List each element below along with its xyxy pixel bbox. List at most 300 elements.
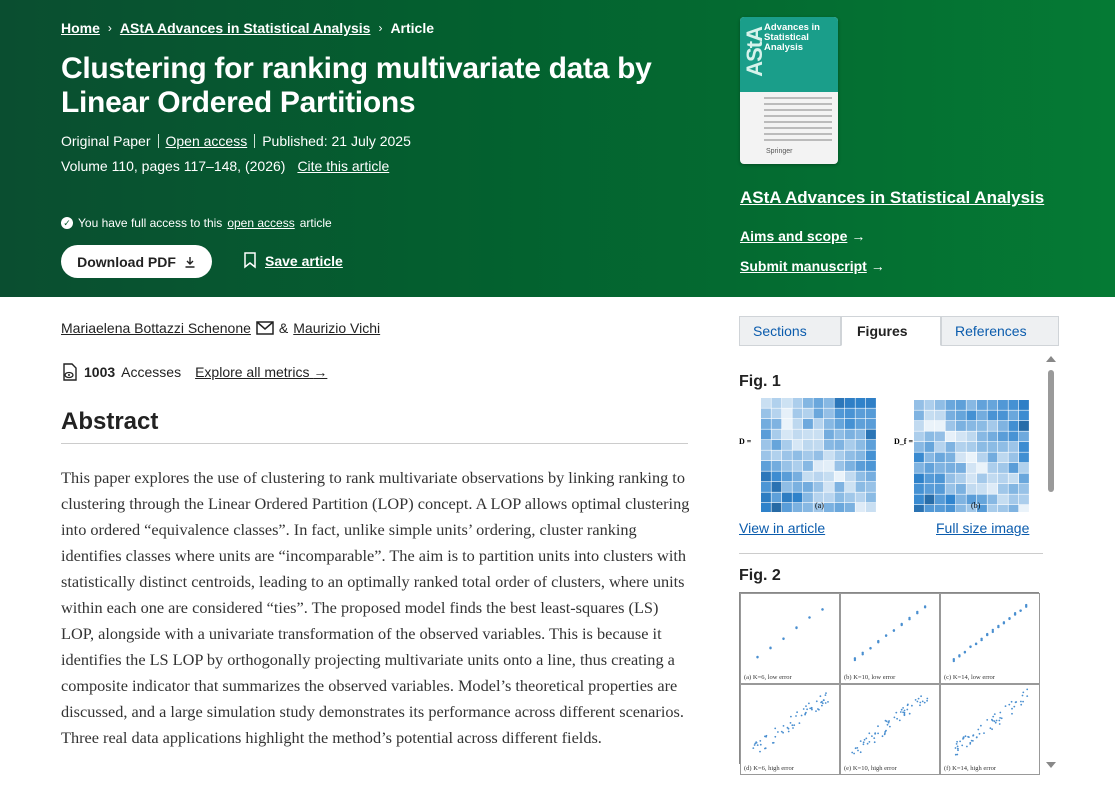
heatmap-cell xyxy=(793,472,803,482)
heatmap-cell xyxy=(782,440,792,450)
heatmap-cell xyxy=(803,493,813,503)
heatmap-cell xyxy=(835,419,845,429)
heatmap-cell xyxy=(946,421,956,431)
heatmap-cell xyxy=(856,440,866,450)
heatmap-cell xyxy=(793,398,803,408)
heatmap-cell xyxy=(967,411,977,421)
tab-sections[interactable]: Sections xyxy=(739,316,841,346)
heatmap-cell xyxy=(946,442,956,452)
heatmap-cell xyxy=(793,440,803,450)
heatmap-cell xyxy=(856,461,866,471)
scatter-point xyxy=(992,716,994,718)
scatter-point xyxy=(860,740,862,742)
heatmap-cell xyxy=(988,400,998,410)
heatmap-cell xyxy=(1009,400,1019,410)
heatmap-cell xyxy=(946,484,956,494)
heatmap-cell xyxy=(935,421,945,431)
heatmap-cell xyxy=(935,400,945,410)
heatmap-cell xyxy=(1019,400,1029,410)
scatter-point xyxy=(976,736,978,738)
scatter-point xyxy=(877,725,879,727)
heatmap-cell xyxy=(856,482,866,492)
check-circle-icon: ✓ xyxy=(61,217,73,229)
save-label: Save article xyxy=(265,252,343,269)
heatmap-cell xyxy=(782,430,792,440)
fig1-right-label: D_f = xyxy=(894,437,913,446)
aims-scope-link[interactable] xyxy=(740,228,865,244)
scatter-point xyxy=(1026,689,1028,691)
scatter-point xyxy=(972,740,974,742)
heatmap-cell xyxy=(1019,495,1029,505)
heatmap-cell xyxy=(1009,442,1019,452)
heatmap-cell xyxy=(803,451,813,461)
save-article-button[interactable] xyxy=(243,252,343,269)
heatmap-cell xyxy=(845,451,855,461)
scroll-up-icon[interactable] xyxy=(1046,356,1056,362)
heatmap-cell xyxy=(856,409,866,419)
aims-label: Aims and scope xyxy=(740,228,848,244)
abstract-heading: Abstract xyxy=(61,408,159,435)
scroll-down-icon[interactable] xyxy=(1046,762,1056,768)
article-volume-row xyxy=(61,158,389,174)
heatmap-cell xyxy=(772,398,782,408)
heatmap-cell xyxy=(835,398,845,408)
heatmap-cell xyxy=(1009,484,1019,494)
divider xyxy=(739,553,1043,554)
scatter-plot xyxy=(841,594,939,678)
scatter-point xyxy=(919,704,921,706)
heatmap-cell xyxy=(824,398,834,408)
figure-1-image[interactable] xyxy=(739,396,1043,512)
scatter-point xyxy=(975,643,977,645)
heatmap-cell xyxy=(956,495,966,505)
heatmap-cell xyxy=(824,482,834,492)
heatmap-cell xyxy=(845,493,855,503)
heatmap-cell xyxy=(988,442,998,452)
page-title: Clustering for ranking multivariate data by Linear Ordered Partitions xyxy=(61,52,652,119)
heatmap-cell xyxy=(998,474,1008,484)
scatter-point xyxy=(888,721,890,723)
scatter-point xyxy=(857,750,859,752)
heatmap-cell xyxy=(835,440,845,450)
download-label: Download PDF xyxy=(77,253,176,270)
scatter-point xyxy=(907,704,909,706)
scatter-point xyxy=(877,641,879,643)
scatter-point xyxy=(979,733,981,735)
heatmap-cell xyxy=(977,432,987,442)
heatmap-cell xyxy=(856,503,866,512)
heatmap-cell xyxy=(835,430,845,440)
submit-label: Submit manuscript xyxy=(740,258,867,274)
heatmap-cell xyxy=(845,440,855,450)
scatter-point xyxy=(920,695,922,697)
scatter-point xyxy=(1011,713,1013,715)
heatmap-cell xyxy=(956,411,966,421)
heatmap-cell xyxy=(988,505,998,512)
scatter-point xyxy=(1014,612,1016,614)
scatter-point xyxy=(1001,717,1003,719)
heatmap-cell xyxy=(824,409,834,419)
accesses-icon xyxy=(61,363,78,381)
heatmap-cell xyxy=(772,482,782,492)
heatmap-cell xyxy=(967,421,977,431)
heatmap-cell xyxy=(772,451,782,461)
scatter-point xyxy=(782,638,784,640)
heatmap-cell xyxy=(956,505,966,512)
heatmap-cell xyxy=(803,482,813,492)
heatmap-cell xyxy=(824,419,834,429)
scatter-point xyxy=(968,736,970,738)
scatter-point xyxy=(806,708,808,710)
heatmap-cell xyxy=(814,482,824,492)
heatmap-b xyxy=(914,400,1029,512)
scatter-point xyxy=(915,699,917,701)
heatmap-cell xyxy=(977,453,987,463)
heatmap-cell xyxy=(782,419,792,429)
scatter-point xyxy=(873,737,875,739)
scatter-point xyxy=(877,733,879,735)
heatmap-cell xyxy=(866,472,876,482)
scatter-point xyxy=(856,747,858,749)
heatmap-cell xyxy=(1019,453,1029,463)
heatmap-cell xyxy=(1009,474,1019,484)
download-icon xyxy=(184,256,196,268)
figure-2-image[interactable] xyxy=(739,592,1039,772)
scatter-panel xyxy=(940,593,1040,684)
scatter-point xyxy=(801,715,803,717)
heatmap-cell xyxy=(998,484,1008,494)
heatmap-cell xyxy=(782,503,792,512)
heatmap-cell xyxy=(761,430,771,440)
heatmap-cell xyxy=(782,482,792,492)
email-icon[interactable] xyxy=(256,321,274,335)
scatter-point xyxy=(788,731,790,733)
heatmap-cell xyxy=(845,461,855,471)
heatmap-cell xyxy=(1009,411,1019,421)
heatmap-cell xyxy=(761,419,771,429)
heatmap-cell xyxy=(793,419,803,429)
heatmap-cell xyxy=(998,400,1008,410)
scatter-point xyxy=(909,713,911,715)
scatter-point xyxy=(999,717,1001,719)
scatter-point xyxy=(886,720,888,722)
heatmap-cell xyxy=(925,453,935,463)
scatter-point xyxy=(998,720,1000,722)
heatmap-cell xyxy=(835,472,845,482)
scatter-point xyxy=(854,657,856,659)
explore-metrics-link[interactable] xyxy=(195,364,327,380)
panel-caption: (a) K=6, low error xyxy=(744,674,792,681)
scatter-point xyxy=(894,717,896,719)
scatter-point xyxy=(992,629,994,631)
scatter-point xyxy=(882,735,884,737)
scatter-point xyxy=(965,735,967,737)
scatter-point xyxy=(966,746,968,748)
scatter-point xyxy=(956,741,958,743)
bookmark-icon xyxy=(243,252,257,269)
heatmap-cell xyxy=(866,503,876,512)
heatmap-cell xyxy=(814,398,824,408)
journal-cover[interactable] xyxy=(740,17,838,164)
heatmap-cell xyxy=(925,505,935,512)
scatter-point xyxy=(781,731,783,733)
heatmap-cell xyxy=(866,451,876,461)
scatter-point xyxy=(1003,622,1005,624)
scatter-point xyxy=(1020,701,1022,703)
scatter-point xyxy=(919,702,921,704)
heatmap-cell xyxy=(835,493,845,503)
scatter-point xyxy=(902,707,904,709)
scatter-point xyxy=(791,724,793,726)
heatmap-cell xyxy=(856,419,866,429)
panel-caption: (d) K=6, high error xyxy=(744,765,794,772)
heatmap-cell xyxy=(803,440,813,450)
scatter-point xyxy=(787,727,789,729)
heatmap-cell xyxy=(856,451,866,461)
heatmap-cell xyxy=(998,411,1008,421)
scatter-point xyxy=(769,647,771,649)
scatter-point xyxy=(995,722,997,724)
scatter-point xyxy=(906,709,908,711)
heatmap-cell xyxy=(1019,484,1029,494)
heatmap-cell xyxy=(793,493,803,503)
heatmap-cell xyxy=(935,432,945,442)
heatmap-cell xyxy=(824,472,834,482)
scatter-point xyxy=(752,747,754,749)
heatmap-cell xyxy=(866,419,876,429)
breadcrumb-journal[interactable]: AStA Advances in Statistical Analysis xyxy=(119,20,371,36)
full-size-image-link[interactable]: Full size image xyxy=(936,520,1030,536)
scatter-point xyxy=(867,743,869,745)
access-open-link[interactable]: open access xyxy=(227,216,295,230)
heatmap-cell xyxy=(814,451,824,461)
scatter-point xyxy=(811,707,813,709)
fig1-caption-a: (a) xyxy=(815,501,824,510)
heatmap-cell xyxy=(772,409,782,419)
scatter-point xyxy=(827,701,829,703)
scatter-point xyxy=(956,743,958,745)
scatter-point xyxy=(855,747,857,749)
published-date: Published: 21 July 2025 xyxy=(262,133,411,149)
author-link[interactable]: Maurizio Vichi xyxy=(293,320,381,336)
scatter-point xyxy=(869,647,871,649)
figure-1-label: Fig. 1 xyxy=(739,373,781,390)
heatmap-cell xyxy=(914,453,924,463)
scatter-point xyxy=(901,623,903,625)
scatter-point xyxy=(764,748,766,750)
heatmap-cell xyxy=(1019,463,1029,473)
heatmap-cell xyxy=(925,411,935,421)
heatmap-cell xyxy=(856,472,866,482)
heatmap-cell xyxy=(814,440,824,450)
scatter-point xyxy=(815,710,817,712)
scatter-point xyxy=(991,728,993,730)
scatter-point xyxy=(755,741,757,743)
scatter-point xyxy=(805,712,807,714)
heatmap-cell xyxy=(946,474,956,484)
scatter-point xyxy=(917,701,919,703)
scatter-point xyxy=(783,725,785,727)
divider xyxy=(254,134,255,148)
view-in-article-link[interactable]: View in article xyxy=(739,520,826,536)
scatter-plot xyxy=(941,594,1039,678)
heatmap-cell xyxy=(988,495,998,505)
panel-caption: (c) K=14, low error xyxy=(944,674,995,681)
scatter-panel xyxy=(940,684,1040,775)
scatter-point xyxy=(990,727,992,729)
heatmap-cell xyxy=(782,398,792,408)
heatmap-cell xyxy=(856,430,866,440)
heatmap-cell xyxy=(967,474,977,484)
scatter-panel xyxy=(840,684,940,775)
heatmap-cell xyxy=(772,493,782,503)
scatter-point xyxy=(983,732,985,734)
scatter-point xyxy=(1008,704,1010,706)
heatmap-cell xyxy=(977,484,987,494)
heatmap-cell xyxy=(835,482,845,492)
heatmap-cell xyxy=(782,461,792,471)
heatmap-cell xyxy=(1009,432,1019,442)
heatmap-cell xyxy=(956,442,966,452)
scatter-point xyxy=(924,606,926,608)
heatmap-cell xyxy=(967,432,977,442)
cite-link[interactable]: Cite this article xyxy=(297,158,390,174)
heatmap-cell xyxy=(803,409,813,419)
heatmap-cell xyxy=(866,482,876,492)
heatmap-cell xyxy=(835,503,845,512)
heatmap-cell xyxy=(977,442,987,452)
scatter-point xyxy=(774,736,776,738)
cover-publisher: Springer xyxy=(766,148,793,155)
scatter-point xyxy=(874,732,876,734)
scatter-point xyxy=(808,703,810,705)
scatter-point xyxy=(864,739,866,741)
heatmap-cell xyxy=(761,461,771,471)
heatmap-cell xyxy=(956,432,966,442)
submit-manuscript-link[interactable] xyxy=(740,258,885,274)
divider xyxy=(158,134,159,148)
heatmap-cell xyxy=(988,421,998,431)
scatter-point xyxy=(1025,604,1027,606)
scatter-panel xyxy=(840,593,940,684)
breadcrumb-home[interactable]: Home xyxy=(61,20,100,36)
heatmap-cell xyxy=(772,503,782,512)
heatmap-cell xyxy=(1009,453,1019,463)
scatter-point xyxy=(972,735,974,737)
heatmap-cell xyxy=(761,440,771,450)
arrow-right-icon: → xyxy=(851,228,866,244)
scatter-point xyxy=(1011,708,1013,710)
panel-caption: (f) K=14, high error xyxy=(944,765,997,772)
scatter-point xyxy=(969,645,971,647)
heatmap-cell xyxy=(814,461,824,471)
scatter-point xyxy=(994,720,996,722)
tab-figures[interactable]: Figures xyxy=(841,316,941,346)
accesses-label: Accesses xyxy=(121,364,182,380)
scatter-point xyxy=(986,719,988,721)
heatmap-cell xyxy=(856,493,866,503)
scatter-point xyxy=(754,744,756,746)
scatter-panel xyxy=(740,593,840,684)
scatter-point xyxy=(994,713,996,715)
scatter-point xyxy=(823,699,825,701)
scatter-point xyxy=(766,735,768,737)
heatmap-cell xyxy=(946,400,956,410)
heatmap-cell xyxy=(824,430,834,440)
heatmap-cell xyxy=(814,430,824,440)
heatmap-cell xyxy=(925,442,935,452)
scatter-point xyxy=(1026,695,1028,697)
scatter-point xyxy=(980,725,982,727)
heatmap-cell xyxy=(803,419,813,429)
scatter-point xyxy=(957,748,959,750)
heatmap-cell xyxy=(803,430,813,440)
heatmap-cell xyxy=(988,474,998,484)
scatter-point xyxy=(895,712,897,714)
heatmap-cell xyxy=(988,411,998,421)
heatmap-cell xyxy=(866,398,876,408)
scatter-plot xyxy=(741,685,839,769)
scatter-point xyxy=(853,753,855,755)
open-access-link[interactable]: Open access xyxy=(165,133,248,149)
heatmap-cell xyxy=(946,463,956,473)
tab-references[interactable]: References xyxy=(941,316,1059,346)
scatter-point xyxy=(926,700,928,702)
heatmap-cell xyxy=(1019,474,1029,484)
download-pdf-button[interactable] xyxy=(61,245,212,278)
scatter-point xyxy=(957,749,959,751)
scatter-point xyxy=(825,702,827,704)
heatmap-cell xyxy=(824,451,834,461)
heatmap-cell xyxy=(1009,421,1019,431)
heatmap-cell xyxy=(866,409,876,419)
heatmap-cell xyxy=(914,432,924,442)
scatter-point xyxy=(816,700,818,702)
scatter-point xyxy=(757,744,759,746)
heatmap-cell xyxy=(914,505,924,512)
heatmap-cell xyxy=(835,461,845,471)
scrollbar-thumb[interactable] xyxy=(1048,370,1054,492)
scatter-point xyxy=(863,743,865,745)
heatmap-cell xyxy=(1009,505,1019,512)
heatmap-cell xyxy=(866,430,876,440)
scatter-point xyxy=(860,751,862,753)
author-link[interactable]: Mariaelena Bottazzi Schenone xyxy=(61,320,251,336)
scatter-point xyxy=(953,660,955,662)
scatter-point xyxy=(961,745,963,747)
scatter-point xyxy=(869,741,871,743)
scatter-point xyxy=(963,736,965,738)
scatter-point xyxy=(922,701,924,703)
scatter-plot xyxy=(741,594,839,678)
heatmap-cell xyxy=(956,400,966,410)
scatter-point xyxy=(1013,706,1015,708)
sidebar-scrollbar[interactable] xyxy=(1046,356,1056,768)
scatter-point xyxy=(964,651,966,653)
heatmap-cell xyxy=(824,503,834,512)
scatter-point xyxy=(962,738,964,740)
heatmap-cell xyxy=(967,442,977,452)
heatmap-cell xyxy=(977,474,987,484)
journal-title-link[interactable]: AStA Advances in Statistical Analysis xyxy=(740,188,1045,207)
scatter-point xyxy=(902,711,904,713)
heatmap-cell xyxy=(946,505,956,512)
scatter-point xyxy=(991,719,993,721)
heatmap-cell xyxy=(998,421,1008,431)
heatmap-cell xyxy=(925,432,935,442)
heatmap-cell xyxy=(761,409,771,419)
heatmap-cell xyxy=(935,474,945,484)
